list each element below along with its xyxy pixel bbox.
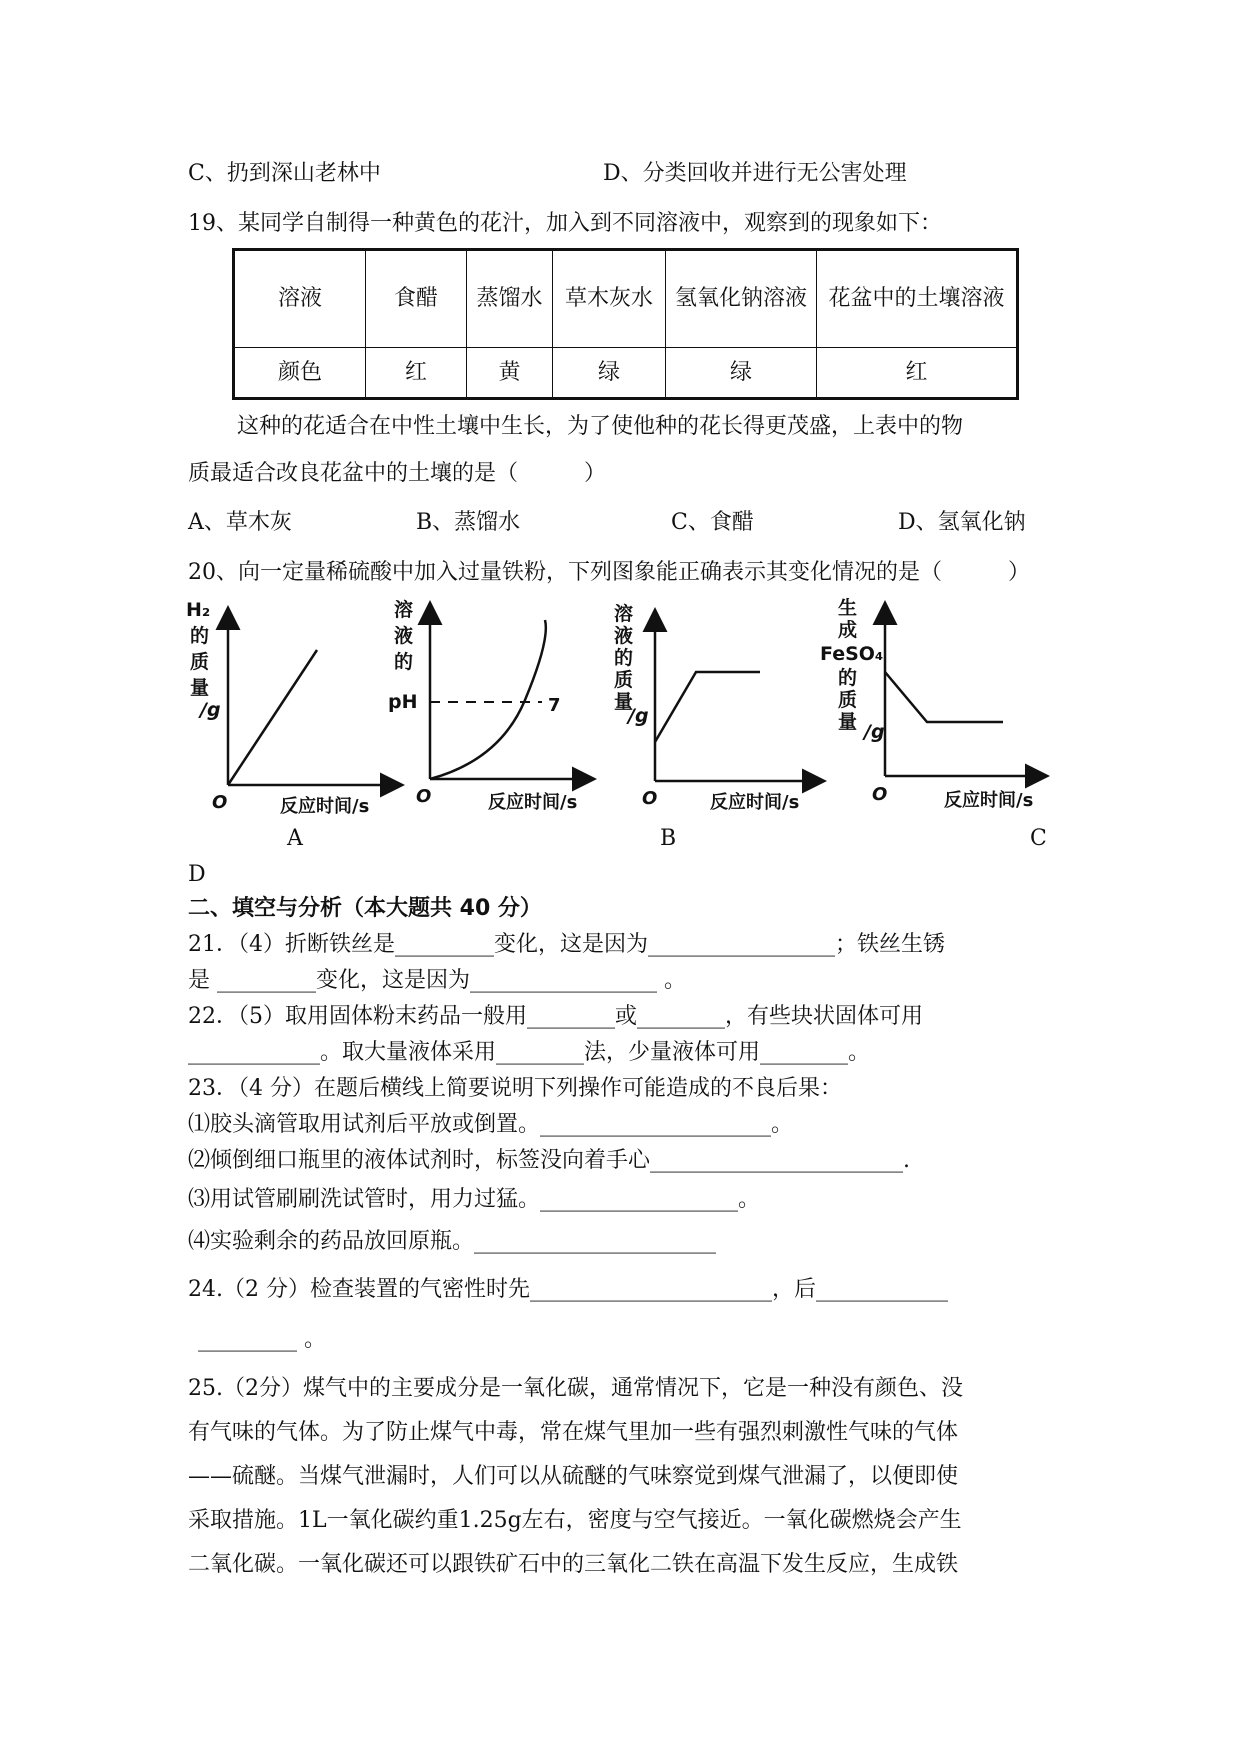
graph-a-ylabel: 质 (190, 651, 210, 673)
q19-option-c: C、食醋 (671, 510, 754, 535)
q24-line2: _________ 。 (198, 1327, 326, 1352)
table-cell: 颜色 (234, 348, 366, 399)
graph-d-ylabel: /g (864, 721, 885, 743)
graph-b-ref-label: 7 (548, 695, 561, 716)
q25-line: 25.（2分）煤气中的主要成分是一氧化碳，通常情况下，它是一种没有颜色、没 (188, 1376, 963, 1401)
q23-item-4: ⑷实验剩余的药品放回原瓶。______________________ (188, 1229, 717, 1254)
q25-line: 采取措施。1L一氧化碳约重1.25g左右，密度与空气接近。一氧化碳燃烧会产生 (188, 1508, 962, 1533)
q21-line2: 是 _________变化，这是因为_________________ 。 (188, 968, 686, 993)
graph-c-xlabel: 反应时间/s (710, 792, 800, 813)
graph-b-ylabel: 液 (394, 625, 414, 647)
table-cell: 红 (366, 348, 467, 399)
graph-b-origin: O (416, 786, 432, 807)
graph-label-b: B (660, 826, 677, 851)
graph-b-xlabel: 反应时间/s (488, 792, 578, 813)
q23-stem: 23．（4 分）在题后横线上简要说明下列操作可能造成的不良后果： (188, 1076, 842, 1101)
graph-b-ylabel: 的 (394, 651, 414, 673)
q18-option-d: D、分类回收并进行无公害处理 (603, 161, 907, 186)
graph-c-ylabel: 溶 (614, 603, 634, 625)
graph-b-ylabel: pH (388, 691, 418, 713)
q25-line: 有气味的气体。为了防止煤气中毒，常在煤气里加一些有强烈刺激性气味的气体 (188, 1420, 959, 1445)
graph-c (614, 602, 822, 813)
graph-c-line (655, 672, 760, 742)
table-cell: 食醋 (366, 250, 467, 348)
table-cell: 绿 (553, 348, 666, 399)
graph-label-c: C (1030, 826, 1047, 851)
table-cell: 草木灰水 (553, 250, 666, 348)
graph-a (186, 599, 400, 817)
graph-d-ylabel: 的 (838, 667, 858, 689)
table-cell: 绿 (666, 348, 817, 399)
graph-d-ylabel: 量 (838, 711, 858, 733)
graph-d-xlabel: 反应时间/s (944, 790, 1034, 811)
graph-a-origin: O (212, 792, 228, 813)
graph-d-ylabel: FeSO₄ (820, 643, 884, 665)
q18-option-c: C、扔到深山老林中 (188, 161, 381, 186)
table-cell: 蒸馏水 (467, 250, 553, 348)
q22-line2: ____________。取大量液体采用________法，少量液体可用________。 (188, 1040, 871, 1065)
q24-line1: 24.（2 分）检查装置的气密性时先______________________，后____________ (188, 1277, 948, 1302)
graph-label-d: D (188, 862, 206, 887)
q20-stem: 20、向一定量稀硫酸中加入过量铁粉，下列图象能正确表示其变化情况的是（ ） (188, 560, 1030, 585)
graph-c-origin: O (642, 788, 658, 809)
graph-c-ylabel: 质 (614, 669, 634, 691)
q25-line: 二氧化碳。一氧化碳还可以跟铁矿石中的三氧化二铁在高温下发生反应，生成铁 (188, 1552, 959, 1577)
table-cell: 黄 (467, 348, 553, 399)
graph-a-xlabel: 反应时间/s (280, 796, 370, 817)
table-cell: 溶液 (234, 250, 366, 348)
graph-a-ylabel: /g (200, 699, 221, 721)
graph-a-line (228, 650, 317, 785)
graph-c-ylabel: /g (628, 705, 649, 727)
q23-item-1: ⑴胶头滴管取用试剂后平放或倒置。_____________________。 (188, 1112, 794, 1137)
q19-line1: 这种的花适合在中性土壤中生长，为了使他种的花长得更茂盛，上表中的物 (237, 414, 964, 439)
graph-label-a: A (287, 826, 303, 851)
q25-line: ——硫醚。当煤气泄漏时，人们可以从硫醚的气味察觉到煤气泄漏了，以便即使 (188, 1464, 959, 1489)
graph-a-ylabel: 的 (190, 625, 210, 647)
graph-d-ylabel: 成 (838, 619, 858, 641)
graph-d-line (885, 672, 1003, 722)
graph-d (820, 596, 1045, 811)
q19-option-a: A、草木灰 (188, 510, 292, 535)
q23-item-3: ⑶用试管刷刷洗试管时，用力过猛。__________________。 (188, 1187, 761, 1212)
table-cell: 花盆中的土壤溶液 (817, 250, 1018, 348)
section-title: 二、填空与分析（本大题共 40 分） (188, 896, 542, 921)
graph-b-curve (430, 620, 546, 779)
graph-d-ylabel: 生 (838, 597, 858, 619)
graph-c-ylabel: 的 (614, 647, 634, 669)
graph-a-ylabel: H₂ (186, 599, 211, 621)
graph-c-ylabel: 液 (614, 625, 634, 647)
q19-option-d: D、氢氧化钠 (898, 510, 1026, 535)
q23-item-2: ⑵倾倒细口瓶里的液体试剂时，标签没向着手心_______________________. (188, 1148, 910, 1173)
table-cell: 红 (817, 348, 1018, 399)
q21-line1: 21．（4）折断铁丝是_________变化，这是因为_________________；铁丝生锈 (188, 932, 945, 957)
graph-c-ylabel: 量 (614, 691, 634, 713)
q19-line2: 质最适合改良花盆中的土壤的是（ ） (188, 461, 607, 486)
graph-a-ylabel: 量 (190, 677, 210, 699)
graph-b-ylabel: 溶 (394, 599, 414, 621)
q22-line1: 22．（5）取用固体粉末药品一般用________或________，有些块状固体可用 (188, 1004, 923, 1029)
table-cell: 氢氧化钠溶液 (666, 250, 817, 348)
graph-d-origin: O (872, 784, 888, 805)
graph-d-ylabel: 质 (838, 689, 858, 711)
q19-stem: 19、某同学自制得一种黄色的花汁，加入到不同溶液中，观察到的现象如下： (188, 211, 942, 236)
q19-option-b: B、蒸馏水 (416, 510, 521, 535)
graph-b (388, 598, 592, 813)
